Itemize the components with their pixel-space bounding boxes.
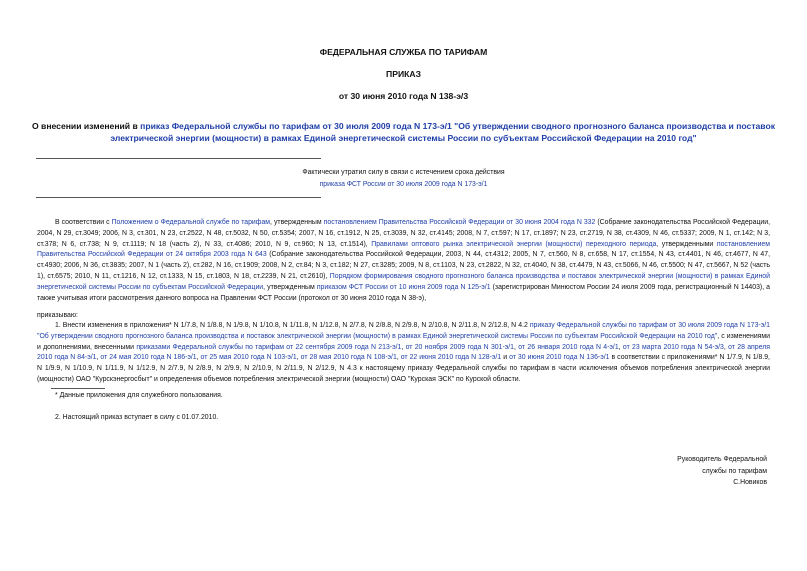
paragraph-text: , утвержденным — [270, 219, 324, 226]
reference-link[interactable]: от 26 января 2010 года N 4-э/1 — [518, 343, 619, 351]
paragraph-text: , — [396, 354, 401, 362]
reference-link[interactable]: от 24 мая 2010 года N 186-э/1 — [100, 354, 197, 362]
divider-bottom — [36, 197, 321, 198]
reference-link[interactable]: постановлением Правительства Российской Федерации от 30 июня 2004 года N 332 — [323, 219, 596, 226]
title-prefix: О внесении изменений в — [31, 121, 141, 131]
reference-link[interactable]: от 30 июня 2010 года N 136-э/1 — [509, 354, 610, 362]
reference-link[interactable]: Правилами оптового рынка электрической энергии (мощности) переходного периода — [371, 240, 657, 248]
status-note-text: Фактически утратил силу в связи с истечением срока действия — [302, 169, 505, 176]
paragraph-text: (Собрание законодательства Российской Федерации, 2004, N 29, ст.3049; 2006, N 3, ст.301, N 23, ст.2522, N 48, ст.5032, N 50, ст.5354; 2007, N 16, ст.1912, N 25, ст.3039, N 32, ст.4145; 2008, N 7, ст.597; N 17, ст.1897; N 23, ст.2719, N 38, ст.4309, N 46, ст.5337; 2009, N 1, ст.142; N 3, ст.378; N 6, ст.738; N 9, ст.1119; N 18 (часть 2), N 33, ст.4086; 2010, N 9, ст.960; N 13, ст.1514), — [37, 219, 771, 248]
paragraph-text: , — [401, 343, 406, 351]
reference-link[interactable]: приказом ФСТ России от 10 июня 2009 года N 125-э/1 — [316, 283, 491, 291]
reference-link[interactable]: от 23 марта 2010 года N 54-э/3 — [622, 343, 724, 351]
reference-link[interactable]: Положением о Федеральной службе по тарифам — [111, 219, 271, 226]
footnote: * Данные приложения для служебного пользования. — [55, 392, 223, 399]
reference-link[interactable]: от 20 ноября 2009 года N 301-э/1 — [405, 343, 515, 351]
paragraph-text: , утвержденными — [656, 240, 717, 248]
paragraph-text: В соответствии с — [55, 219, 112, 226]
paragraph-text: , — [618, 343, 623, 351]
reference-link[interactable]: от 22 июня 2010 года N 128-э/1 — [400, 354, 502, 362]
title-order-link[interactable]: приказ Федеральной службы по тарифам от 30 июля 2009 года N 173-э/1 "Об утверждении сводного прогнозного баланса производства и поставок электрической энергии (мощности) в рамках Единой энергетической системы России по субъектам Российской Федерации на 2010 год" — [110, 121, 776, 143]
doc-type-heading: ПРИКАЗ — [386, 69, 421, 79]
status-note — [0, 167, 807, 191]
paragraph-text: и — [501, 354, 510, 362]
paragraph-text: 1. Внести изменения в приложения* N 1/7.8, N 1/8.8, N 1/9.8, N 1/10.8, N 1/11.8, N 1/12.8, N 2/7.8, N 2/8.8, N 2/9.8, N 2/10.8, N 2/11.8, N 2/12.8, N 4.2 — [55, 322, 530, 329]
document-title — [30, 120, 777, 144]
paragraph-text: , — [296, 354, 301, 362]
paragraph-text: , — [723, 343, 729, 351]
status-note-link[interactable]: приказа ФСТ России от 30 июля 2009 года N 173-э/1 — [319, 181, 488, 188]
reference-link[interactable]: приказу Федеральной службы по тарифам от 30 июля 2009 года N 173-э/1 "Об утверждении сводного прогнозного баланса производства и поставок электрической энергии (мощности) в рамках Единой энергетической системы России по субъектам Российской Федерации на 2010 год" — [37, 322, 771, 340]
item-2: 2. Настоящий приказ вступает в силу с 01.07.2010. — [55, 414, 219, 421]
signature-name: С.Новиков — [733, 479, 767, 486]
paragraph-text: в соответствии с приложениями* N 1/7.9, N 1/8.9, N 1/9.9, N 1/10.9, N 1/11.9, N 1/12.9, N 2/7.9, N 2/8.9, N 2/9.9, N 2/10.9, N 2/11.9, N 2/12.9, N 4.3 к настоящему приказу Федеральной службы по тарифам в части исключения объемов потребления электрической энергии (мощности) ОАО "Курскэнергосбыт" и определения объемов потребления электрической энергии (мощности) ОАО "Курская ЭСК" по Курской области. — [37, 354, 770, 383]
preamble-paragraph — [37, 218, 770, 304]
reference-link[interactable]: постановлением Правительства Российской Федерации от 24 октября 2003 года N 643 — [37, 240, 770, 259]
footnote-divider — [51, 388, 105, 389]
paragraph-text: , утвержденным — [263, 283, 317, 291]
paragraph-text: (зарегистрирован Минюстом России 24 июля 2009 года, регистрационный N 14403), а также учитывая итоги рассмотрения данного вопроса на Правлении ФСТ России (протокол от 30 июня 2010 года N 38-э), — [37, 283, 771, 302]
reference-link[interactable]: Порядком формирования сводного прогнозного баланса производства и поставок электрической энергии (мощности) в рамках Единой энергетической системы России по субъектам Российской Федерации — [37, 272, 770, 291]
order-word: приказываю: — [37, 312, 78, 319]
reference-link[interactable]: от 28 апреля 2010 года N 84-э/1 — [37, 343, 770, 362]
item-1-paragraph — [37, 321, 770, 386]
paragraph-text: , — [196, 354, 201, 362]
reference-link[interactable]: приказами Федеральной службы по тарифам от 22 сентября 2009 года N 213-э/1 — [136, 343, 402, 351]
reference-link[interactable]: от 25 мая 2010 года N 103-э/1 — [200, 354, 297, 362]
paragraph-text: , с изменениями и дополнениями, внесенными — [37, 332, 770, 351]
signature-position: Руководитель Федеральной — [677, 456, 767, 463]
date-number-heading: от 30 июня 2010 года N 138-э/3 — [338, 91, 469, 101]
paragraph-text: , — [96, 354, 101, 362]
agency-heading: ФЕДЕРАЛЬНАЯ СЛУЖБА ПО ТАРИФАМ — [319, 47, 488, 57]
paragraph-text: , — [514, 343, 519, 351]
signature-agency: службы по тарифам — [702, 467, 767, 475]
paragraph-text: (Собрание законодательства Российской Федерации, 2003, N 44, ст.4312; 2005, N 7, ст.560, N 8, ст.658, N 17, ст.1554, N 43, ст.4401, N 46, ст.4677, N 47, ст.4930; 2006, N 36, ст.3835; 2007, N 1 (часть 2), ст.282, N 16, ст.1909; 2008, N 2, ст.84; N 3, ст.182; N 27, ст.3285; 2009, N 8, ст.1103, N 23, ст.2822, N 32, ст.4040, N 38, ст.4479, N 43, ст.5066, N 46, ст.5500; N 47, ст.5667, N 52 (часть 1), ст.6575; 2010, N 11, ст.1216, N 12, ст.1333, N 15, ст.1803, N 18, ст.2239, N 21, ст.2610), — [37, 251, 771, 280]
signature-block — [677, 454, 767, 489]
divider-top — [36, 158, 321, 159]
reference-link[interactable]: от 28 мая 2010 года N 108-э/1 — [300, 354, 397, 362]
